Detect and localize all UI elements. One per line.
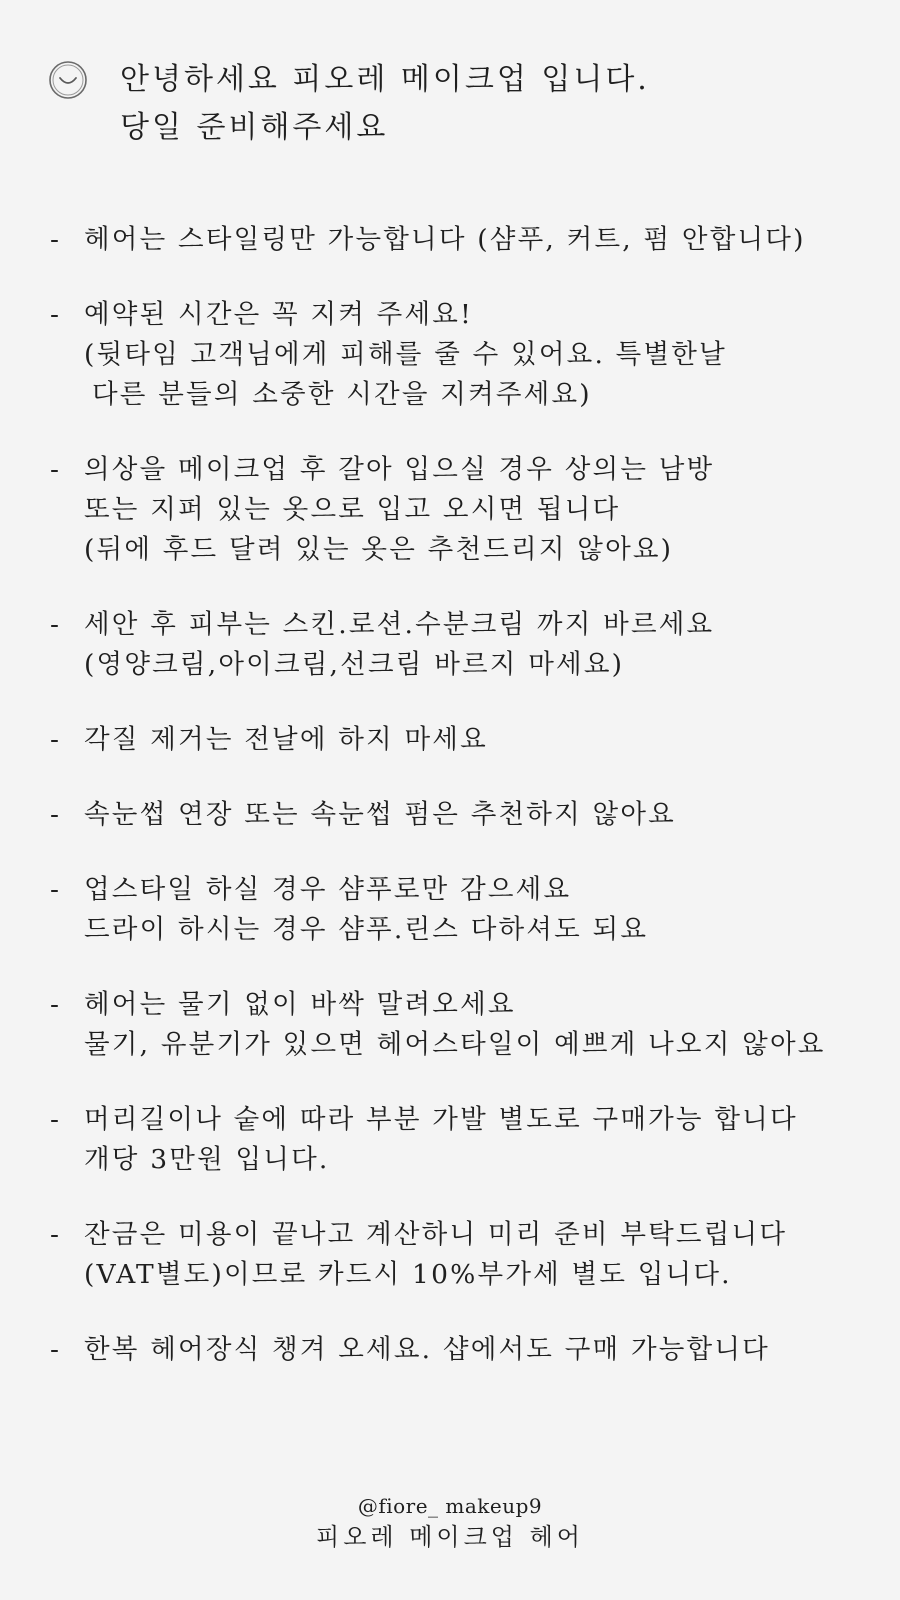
notice-line: (뒤에 후드 달려 있는 옷은 추천드리지 않아요) xyxy=(84,534,674,565)
instagram-handle: @fiore_ makeup9 xyxy=(357,1494,543,1518)
notice-line: 예약된 시간은 꼭 지켜 주세요! xyxy=(84,299,473,330)
bullet-dash: - xyxy=(50,724,62,755)
bullet-dash: - xyxy=(50,989,62,1020)
bullet-dash: - xyxy=(50,224,62,255)
notice-line: (영양크림,아이크림,선크림 바르지 마세요) xyxy=(84,649,625,680)
notice-item xyxy=(50,720,880,760)
footer xyxy=(0,1492,900,1554)
notice-item xyxy=(50,795,880,835)
notice-line: 다른 분들의 소중한 시간을 지켜주세요) xyxy=(92,379,592,410)
bullet-dash: - xyxy=(50,799,62,830)
bullet-dash: - xyxy=(50,874,62,905)
bullet-dash: - xyxy=(50,299,62,330)
notice-line: 각질 제거는 전날에 하지 마세요 xyxy=(84,724,488,755)
notice-line: 드라이 하시는 경우 샴푸.린스 다하셔도 되요 xyxy=(84,914,649,945)
notice-line: 물기, 유분기가 있으면 헤어스타일이 예쁘게 나오지 않아요 xyxy=(84,1029,826,1060)
bullet-dash: - xyxy=(50,1104,62,1135)
bullet-dash: - xyxy=(50,1334,62,1365)
notice-item xyxy=(50,1215,880,1295)
notice-item xyxy=(50,220,880,260)
notice-line: 헤어는 스타일링만 가능합니다 (샴푸, 커트, 펌 안합니다) xyxy=(84,224,806,255)
notice-line: 세안 후 피부는 스킨.로션.수분크림 까지 바르세요 xyxy=(84,609,715,640)
notice-line: 또는 지퍼 있는 옷으로 입고 오시면 됩니다 xyxy=(84,494,621,525)
notice-line: (뒷타임 고객님에게 피해를 줄 수 있어요. 특별한날 xyxy=(84,339,727,370)
title-line-2: 당일 준비해주세요 xyxy=(120,110,389,145)
bullet-dash: - xyxy=(50,1219,62,1250)
bullet-dash: - xyxy=(50,609,62,640)
notice-line: 머리길이나 숱에 따라 부분 가발 별도로 구매가능 합니다 xyxy=(84,1104,798,1135)
notice-line: 한복 헤어장식 챙겨 오세요. 샵에서도 구매 가능합니다 xyxy=(84,1334,770,1365)
notice-item xyxy=(50,870,880,950)
notice-line: 속눈썹 연장 또는 속눈썹 펌은 추천하지 않아요 xyxy=(84,799,676,830)
notice-list xyxy=(50,220,880,1405)
notice-item xyxy=(50,1100,880,1180)
notice-item xyxy=(50,295,880,415)
page-title xyxy=(120,56,650,152)
notice-item xyxy=(50,450,880,570)
notice-line: 개당 3만원 입니다. xyxy=(84,1144,330,1175)
title-line-1: 안녕하세요 피오레 메이크업 입니다. xyxy=(120,62,650,97)
notice-item xyxy=(50,1330,880,1370)
notice-line: 의상을 메이크업 후 갈아 입으실 경우 상의는 남방 xyxy=(84,454,715,485)
notice-line: (VAT별도)이므로 카드시 10%부가세 별도 입니다. xyxy=(84,1259,732,1290)
brand-name: 피오레 메이크업 헤어 xyxy=(316,1523,584,1551)
smiley-face-icon xyxy=(48,60,88,100)
notice-line: 잔금은 미용이 끝나고 계산하니 미리 준비 부탁드립니다 xyxy=(84,1219,788,1250)
notice-line: 헤어는 물기 없이 바싹 말려오세요 xyxy=(84,989,516,1020)
bullet-dash: - xyxy=(50,454,62,485)
notice-line: 업스타일 하실 경우 샴푸로만 감으세요 xyxy=(84,874,572,905)
notice-item xyxy=(50,605,880,685)
notice-item xyxy=(50,985,880,1065)
